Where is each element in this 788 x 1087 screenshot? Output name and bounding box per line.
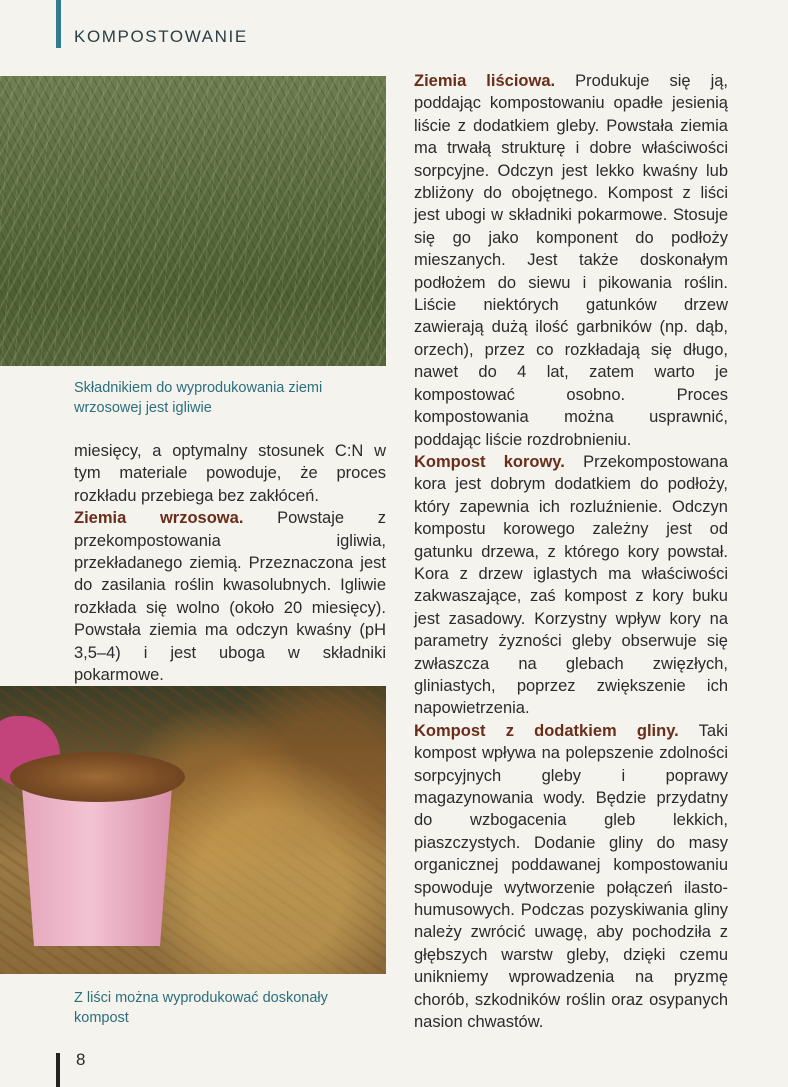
paragraph-ziemia-wrzosowa — [74, 507, 386, 686]
bucket-shape — [22, 786, 172, 946]
text-ziemia-lisciowa: Produkuje się ją, poddając kompostowaniu opadłe jesienią liście z dodatkiem gleby. Powstała ziemia ma trwałą strukturę i dobre właściwości sorpcyjne. Odczyn jest lekko kwaśny lub zbliżony do obojętnego. Kompost z liści jest ubogi w składniki pokarmowe. Stosuje się go jako komponent do podłoży mieszanych. Jest także doskonałym podłożem do siewu i pikowania roślin. Liście niektórych gatunków drzew zawierają dużą ilość garbników (np. dąb, orzech), przez co rozkładają się długo, nawet do 4 lat, zatem warto je kompostować osobno. Proces kompostowania można usprawnić, poddając liście rozdrobnieniu. — [414, 72, 728, 449]
text-kompost-korowy: Przekompostowana kora jest dobrym dodatkiem do podłoży, który zapewnia ich rozluźnienie. Odczyn kompostu korowego zależny jest od gatunku drzewa, z którego kory powstał. Kora z drzew iglastych ma właściwości zakwaszające, zaś kompost z kory buku jest zasadowy. Korzystny wpływ kory na parametry żyzności gleby obserwuje się zwłaszcza na glebach zwięzłych, gliniastych, poprzez zwiększenie ich napowietrzenia. — [414, 452, 728, 718]
bucket-leaves-shape — [10, 752, 185, 802]
figure-caption-2: Z liści można wyprodukować doskonały kompost — [74, 990, 328, 1026]
text-kompost-z-gliny: Taki kompost wpływa na polepszenie zdolności sorpcyjnych gleby i poprawy magazynowania wody. Będzie przydatny do wzbogacenia gleb lekkich, piaszczystych. Dodanie gliny do masy organicznej poddawanej kompostowaniu spowoduje wytworzenie połączeń ilasto-humusowych. Podczas pozyskiwania gliny należy zwrócić uwagę, aby pochodziła z głębszych warstw gleby, dzięki czemu unikniemy wprowadzenia na pryzmę chorób, szkodników roślin oraz osypanych nasion chwastów. — [414, 721, 728, 1032]
page-number: 8 — [76, 1050, 86, 1069]
leaf-compost-photo — [0, 686, 386, 974]
term-kompost-z-gliny: Kompost z dodatkiem gliny. — [414, 721, 679, 740]
term-kompost-korowy: Kompost korowy. — [414, 452, 565, 471]
header-accent-bar — [56, 0, 61, 48]
intro-paragraph: miesięcy, a optymalny stosunek C:N w tym materiale powoduje, że proces rozkładu przebiega bez zakłóceń. — [74, 442, 386, 505]
section-title: KOMPOSTOWANIE — [74, 27, 248, 46]
term-ziemia-wrzosowa: Ziemia wrzosowa. — [74, 509, 244, 528]
right-column — [414, 70, 728, 1033]
term-ziemia-lisciowa: Ziemia liściowa. — [414, 72, 556, 90]
page-number-bar — [56, 1053, 60, 1087]
left-column — [74, 440, 386, 686]
figure-caption-1: Składnikiem do wyprodukowania ziemi wrzosowej jest igliwie — [74, 380, 323, 416]
text-ziemia-wrzosowa: Powstaje z przekompostowania igliwia, przekładanego ziemią. Przeznaczona jest do zasilania roślin kwasolubnych. Igliwie rozkłada się wolno (około 20 miesięcy). Powstała ziemia ma odczyn kwaśny (pH 3,5–4) i jest uboga w składniki pokarmowe. — [74, 509, 386, 685]
paragraph-ziemia-lisciowa — [414, 70, 728, 451]
paragraph-kompost-z-gliny — [414, 720, 728, 1034]
paragraph-kompost-korowy — [414, 451, 728, 720]
pine-needles-photo — [0, 76, 386, 366]
